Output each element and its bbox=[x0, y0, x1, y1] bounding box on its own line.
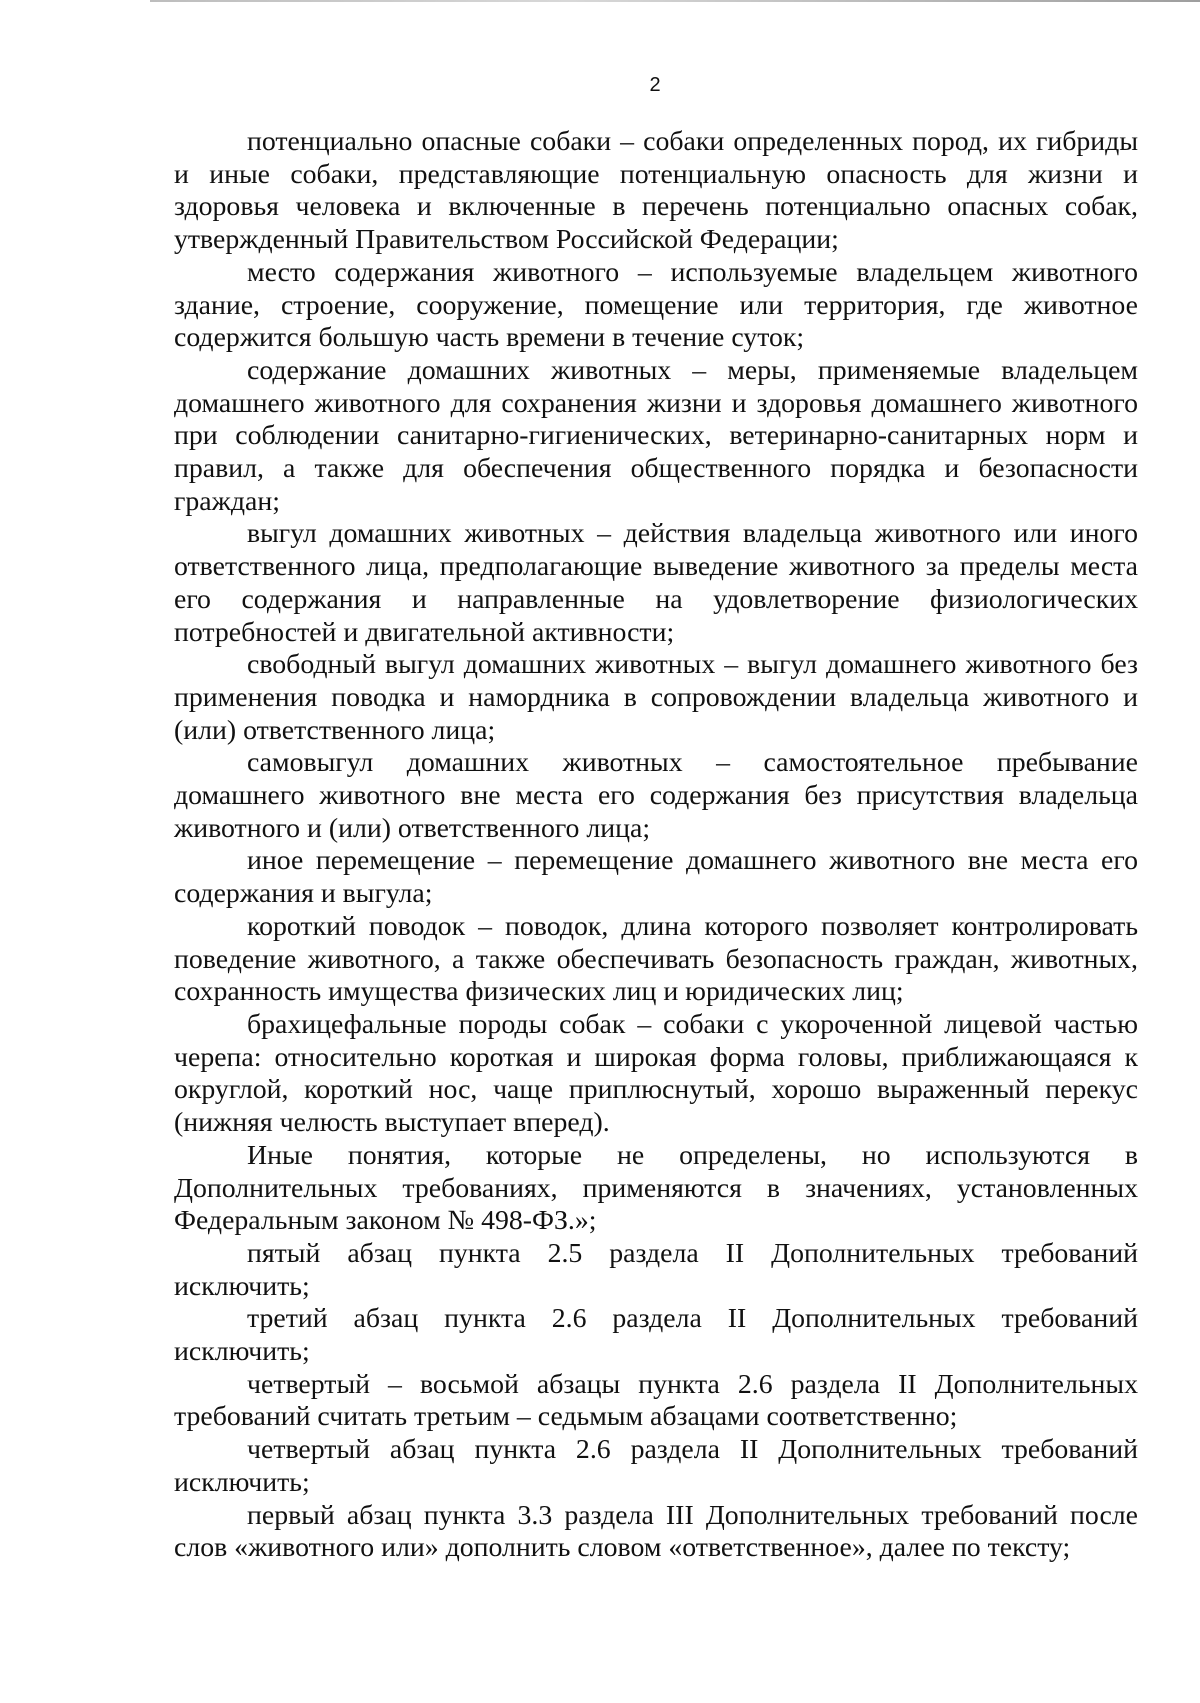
paragraph-short-leash: короткий поводок – поводок, длина которого позволяет контролировать поведение животного, а также обеспечивать безопасность граждан, животных, сохранность имущества физических лиц и юридических лиц; bbox=[174, 910, 1138, 1008]
paragraph-keeping-place: место содержания животного – используемые владельцем животного здание, строение, сооружение, помещение или территория, где животное содержится большую часть времени в течение суток; bbox=[174, 256, 1138, 354]
document-body bbox=[174, 126, 1138, 1565]
page-number: 2 bbox=[649, 74, 661, 96]
paragraph-other-concepts: Иные понятия, которые не определены, но используются в Дополнительных требованиях, применяются в значениях, установленных Федеральным законом № 498-ФЗ.»; bbox=[174, 1139, 1138, 1237]
paragraph-keeping-pets: содержание домашних животных – меры, применяемые владельцем домашнего животного для сохранения жизни и здоровья домашнего животного при соблюдении санитарно-гигиенических, ветеринарно-санитарных норм и правил, а также для обеспечения общественного порядка и безопасности граждан; bbox=[174, 354, 1138, 517]
paragraph-other-movement: иное перемещение – перемещение домашнего животного вне места его содержания и выгула; bbox=[174, 845, 1138, 910]
paragraph-self-walking: самовыгул домашних животных – самостоятельное пребывание домашнего животного вне места его содержания без присутствия владельца животного и (или) ответственного лица; bbox=[174, 747, 1138, 844]
paragraph-walking-pets: выгул домашних животных – действия владельца животного или иного ответственного лица, предполагающие выведение животного за пределы места его содержания и направленные на удовлетворение физиологических потребностей и двигательной активности; bbox=[174, 518, 1138, 648]
scan-edge-line bbox=[150, 0, 1200, 2]
paragraph-amendment-3-3: первый абзац пункта 3.3 раздела III Дополнительных требований после слов «животного или» дополнить словом «ответственное», далее по тексту; bbox=[174, 1499, 1138, 1564]
paragraph-amendment-2-6-fourth: четвертый абзац пункта 2.6 раздела II Дополнительных требований исключить; bbox=[174, 1434, 1138, 1498]
paragraph-amendment-2-5: пятый абзац пункта 2.5 раздела II Дополнительных требований исключить; bbox=[174, 1237, 1138, 1302]
paragraph-amendment-2-6-renumber: четвертый – восьмой абзацы пункта 2.6 раздела II Дополнительных требований считать третьим – седьмым абзацами соответственно; bbox=[174, 1368, 1138, 1433]
paragraph-brachycephalic: брахицефальные породы собак – собаки с укороченной лицевой частью черепа: относительно короткая и широкая форма головы, приближающаяся к округлой, короткий нос, чаще приплюснутый, хорошо выраженный перекус (нижняя челюсть выступает вперед). bbox=[174, 1008, 1138, 1139]
paragraph-dangerous-dogs: потенциально опасные собаки – собаки определенных пород, их гибриды и иные собаки, представляющие потенциальную опасность для жизни и здоровья человека и включенные в перечень потенциально опасных собак, утвержденный Правительством Российской Федерации; bbox=[174, 126, 1138, 256]
paragraph-free-walking: свободный выгул домашних животных – выгул домашнего животного без применения поводка и намордника в сопровождении владельца животного и (или) ответственного лица; bbox=[174, 649, 1138, 746]
paragraph-amendment-2-6-third: третий абзац пункта 2.6 раздела II Дополнительных требований исключить; bbox=[174, 1303, 1138, 1368]
